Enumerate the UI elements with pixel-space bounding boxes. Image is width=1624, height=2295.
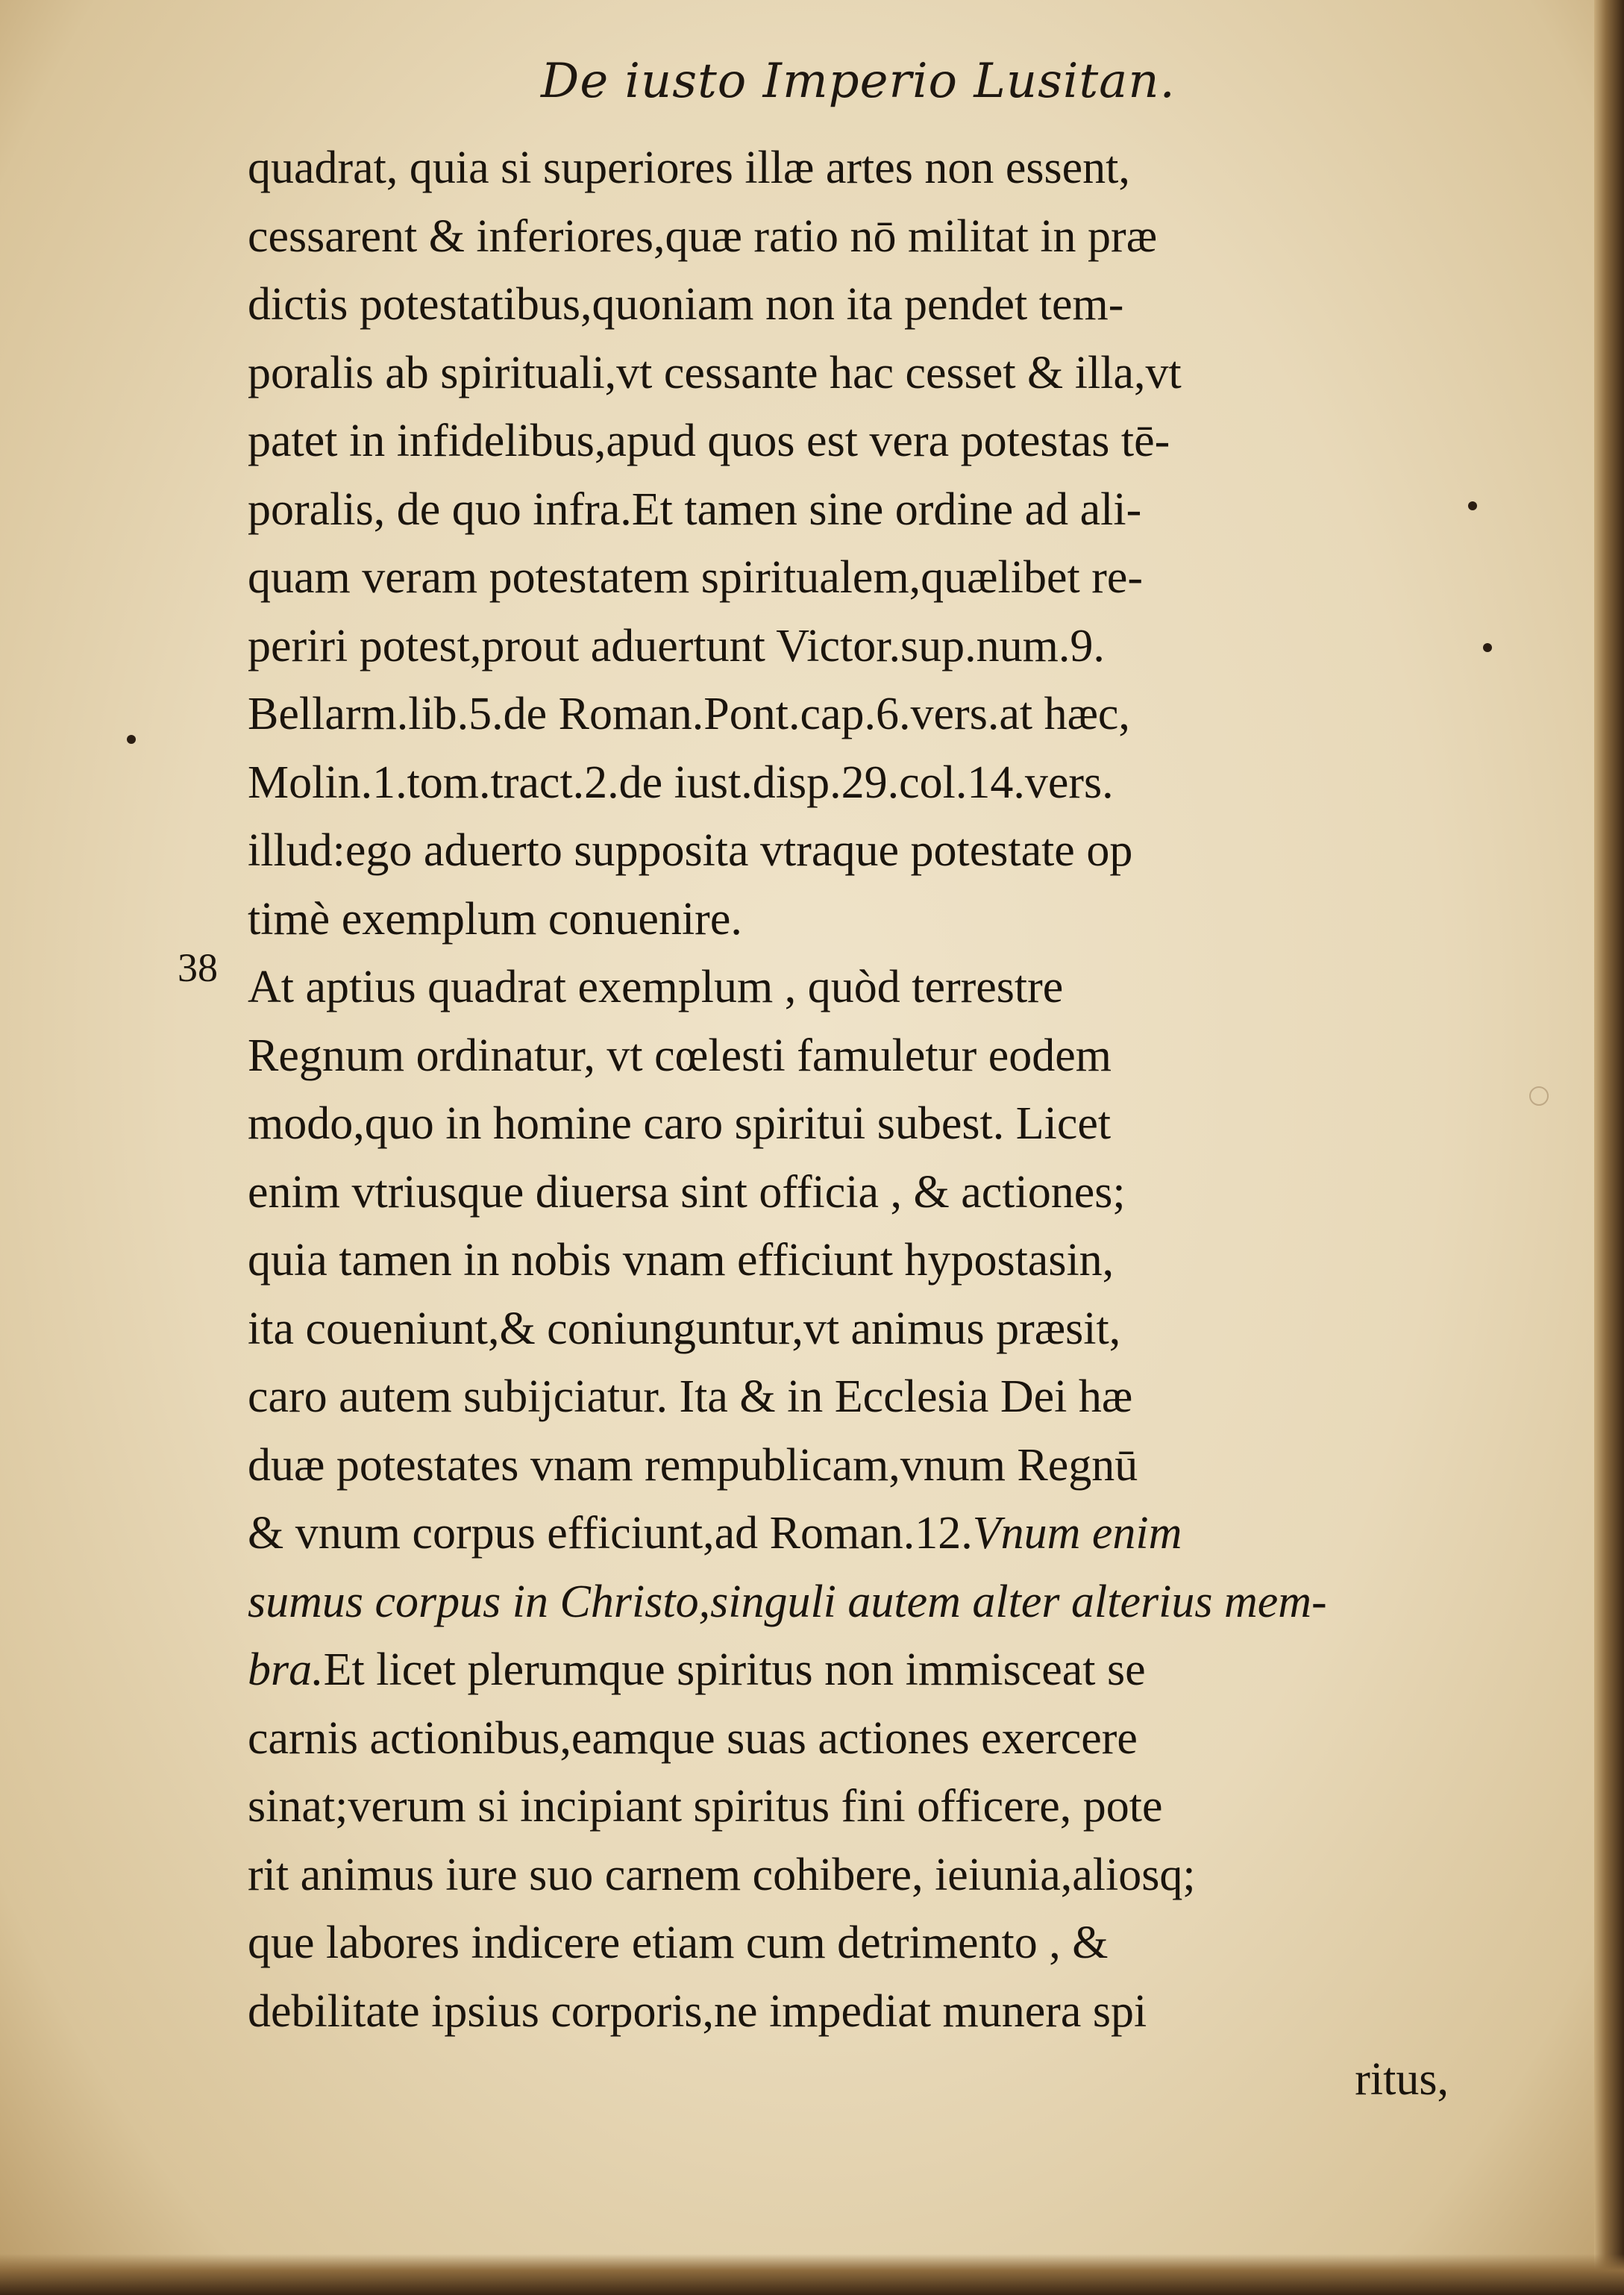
text-line <box>248 680 1449 749</box>
text-line <box>248 1432 1449 1500</box>
text-line <box>248 339 1449 408</box>
text-line <box>248 749 1449 818</box>
line-text: At aptius quadrat exemplum , quòd terrestre <box>248 962 1064 1012</box>
paper-stain <box>1529 1086 1549 1106</box>
text-line <box>248 1909 1449 1978</box>
line-text: debilitate ipsius corporis,ne impediat munera spi <box>248 1985 1147 2037</box>
italic-segment: bra. <box>248 1644 324 1695</box>
text-line <box>248 1227 1449 1295</box>
line-text: que labores indicere etiam cum detrimento , & <box>248 1917 1109 1968</box>
text-line <box>248 613 1449 681</box>
text-line <box>248 203 1449 272</box>
text-line <box>248 544 1449 613</box>
text-line <box>248 1363 1449 1432</box>
text-line <box>248 1636 1449 1705</box>
text-line <box>248 1500 1449 1568</box>
italic-segment: Vnum enim <box>972 1508 1182 1559</box>
line-text: Regnum ordinatur, vt cœlesti famuletur eodem <box>248 1030 1112 1081</box>
line-text: periri potest,prout aduertunt Victor.sup.num.9. <box>248 620 1105 671</box>
text-line <box>248 476 1449 545</box>
line-text: sumus corpus in Christo,singuli autem alter alterius mem- <box>248 1576 1327 1627</box>
line-text: ita coueniunt,& coniunguntur,vt animus præsit, <box>248 1303 1121 1354</box>
line-text: poralis, de quo infra.Et tamen sine ordine ad ali- <box>248 483 1142 535</box>
text-line <box>248 1841 1449 1910</box>
ink-speck <box>1468 501 1477 510</box>
page-bottom-edge <box>0 2254 1624 2295</box>
text-line <box>248 1159 1449 1227</box>
ink-speck <box>127 735 136 744</box>
line-text: carnis actionibus,eamque suas actiones exercere <box>248 1712 1138 1764</box>
text-line <box>248 1295 1449 1364</box>
line-text: enim vtriusque diuersa sint officia , & actiones; <box>248 1166 1126 1218</box>
running-head: De iusto Imperio Lusitan. <box>541 54 1176 109</box>
text-line <box>248 954 1449 1022</box>
line-text: Molin.1.tom.tract.2.de iust.disp.29.col.14.vers. <box>248 757 1114 808</box>
line-text: patet in infidelibus,apud quos est vera potestas tē- <box>248 416 1170 466</box>
text-line <box>248 1773 1449 1841</box>
text-line <box>248 271 1449 339</box>
ink-speck <box>1483 643 1492 652</box>
line-text: quam veram potestatem spiritualem,quælibet re- <box>248 552 1144 603</box>
text-line <box>248 407 1449 476</box>
text-line <box>248 817 1449 886</box>
line-text: modo,quo in homine caro spiritui subest. Licet <box>248 1098 1112 1149</box>
line-text: quia tamen in nobis vnam efficiunt hypostasin, <box>248 1235 1114 1286</box>
text-line <box>248 1978 1449 2047</box>
text-line <box>248 134 1449 203</box>
line-text: & vnum corpus efficiunt,ad Roman.12. <box>248 1508 973 1559</box>
text-line <box>248 1022 1449 1091</box>
text-line <box>248 1568 1449 1637</box>
body-text <box>248 134 1449 2114</box>
line-text: illud:ego aduerto supposita vtraque potestate op <box>248 825 1133 876</box>
line-text: Et licet plerumque spiritus non immisceat se <box>323 1644 1146 1695</box>
marginal-number: 38 <box>178 945 218 990</box>
line-text: poralis ab spirituali,vt cessante hac cesset & illa,vt <box>248 347 1182 398</box>
page-binding-shadow <box>1594 0 1624 2295</box>
line-text: dictis potestatibus,quoniam non ita pendet tem- <box>248 279 1124 330</box>
text-line <box>248 2046 1449 2114</box>
line-text: caro autem subijciatur. Ita & in Ecclesia Dei hæ <box>248 1371 1133 1422</box>
text-line <box>248 1705 1449 1773</box>
line-text: cessarent & inferiores,quæ ratio nō militat in præ <box>248 210 1158 262</box>
line-text: rit animus iure suo carnem cohibere, ieiunia,aliosq; <box>248 1849 1196 1900</box>
line-text: sinat;verum si incipiant spiritus fini officere, pote <box>248 1781 1163 1832</box>
line-text: duæ potestates vnam rempublicam,vnum Regnū <box>248 1439 1138 1491</box>
line-text: Bellarm.lib.5.de Roman.Pont.cap.6.vers.at hæc, <box>248 689 1130 739</box>
line-text: quadrat, quia si superiores illæ artes non essent, <box>248 143 1130 193</box>
line-text: ritus, <box>1355 2054 1449 2105</box>
line-text: timè exemplum conuenire. <box>248 893 742 945</box>
text-line <box>248 1090 1449 1159</box>
text-line <box>248 886 1449 954</box>
